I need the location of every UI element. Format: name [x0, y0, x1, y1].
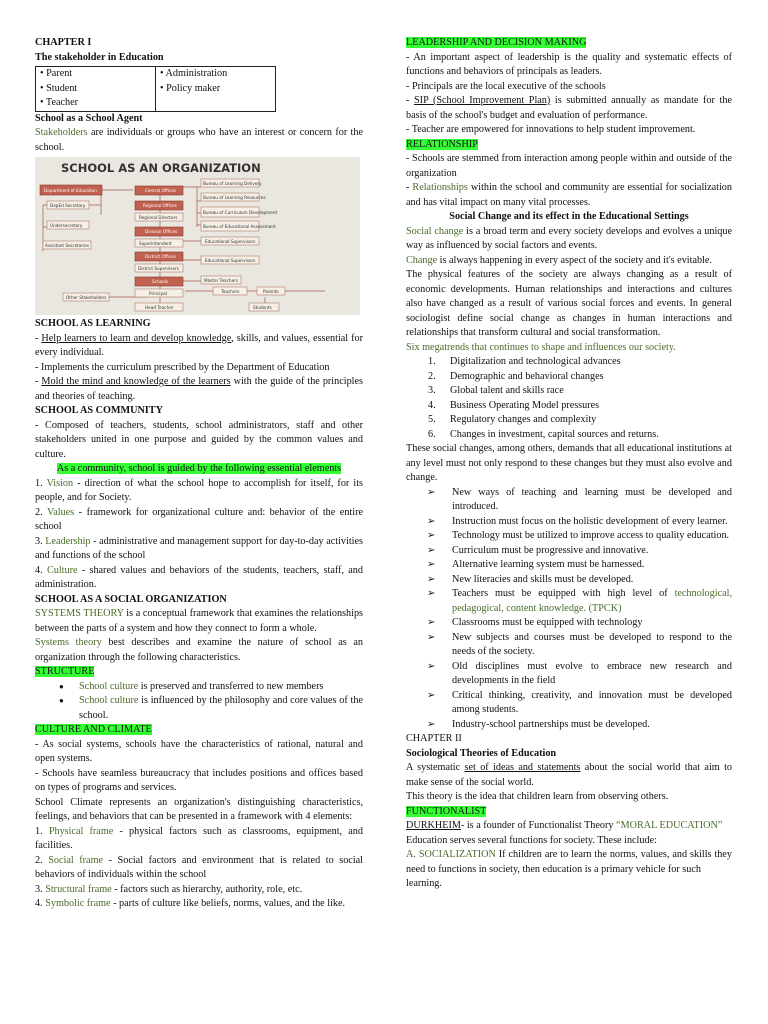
element-term: Leadership: [45, 535, 91, 547]
list-item: [428, 413, 732, 428]
element-num: 1.: [35, 477, 47, 489]
diagram-label: District Supervisors: [138, 266, 179, 271]
theory-text: about the social world that aim to make sense of the social world.: [406, 762, 732, 788]
frame-term: Physical frame: [48, 825, 114, 837]
list-num: 5.: [428, 414, 436, 425]
diagram-label: Parents: [263, 289, 279, 294]
list-item: ➢ Technology must be utilized to improve access to quality education.: [452, 529, 732, 544]
frame-num: 3.: [35, 883, 46, 895]
relationship-text: within the school and community are essential for socialization and has vital impact on many vital processes.: [406, 182, 732, 208]
element-text: - administrative and management support for day-to-day activities and functions of the school: [35, 535, 363, 561]
social-change-text: [406, 225, 732, 254]
structure-term: School culture: [79, 680, 139, 692]
stakeholder-title: The stakeholder in Education: [35, 51, 164, 63]
stakeholders-term: Stakeholders: [35, 127, 88, 138]
diagram-label: Students: [253, 305, 272, 310]
list-item: ➢ Critical thinking, creativity, and innovation must be developed among students.: [452, 689, 732, 718]
frame-num: 4.: [35, 898, 46, 909]
stakeholders-col-1: [36, 67, 156, 112]
frame-item: [35, 883, 363, 898]
stakeholder-item: • Teacher: [40, 97, 79, 108]
frame-item: [35, 825, 363, 854]
change-term: Change: [406, 254, 438, 266]
school-organization-diagram: [35, 157, 360, 315]
list-item: ➢ Alternative learning system must be harnessed.: [452, 558, 732, 573]
frame-text: - factors such as hierarchy, authority, role, etc.: [111, 883, 303, 895]
tpck-term: technological, pedagogical, content knowledge. (TPCK): [452, 588, 732, 614]
theory-underlined: set of ideas and statements: [464, 762, 581, 773]
community-text: - Composed of teachers, students, school administrators, staff and other stakeholders united in one purpose and guided by the common values and culture.: [35, 419, 363, 460]
structure-list: [35, 680, 363, 724]
leadership-item: - Principals are the local executive of the schools: [406, 80, 606, 92]
learning-underlined: Help learners to learn and develop knowledge: [41, 332, 232, 344]
list-num: 6.: [428, 428, 436, 440]
list-item: [428, 428, 732, 443]
theory-text: A systematic: [406, 762, 465, 773]
list-item: ➢ Industry-school partnerships must be developed.: [452, 718, 732, 733]
diagram-label: Master Teachers: [204, 278, 239, 283]
demands-text: These social changes, among others, demands that all educational institutions at any level must not only respond to these changes but they must also evolve and change.: [406, 443, 732, 483]
list-item: [428, 370, 732, 385]
stakeholders-definition: [35, 126, 363, 155]
stakeholder-item: • Parent: [40, 68, 73, 79]
org-chart-svg: [35, 157, 360, 315]
diagram-label: Educational Supervisors: [205, 239, 256, 244]
leadership-text: -: [406, 95, 415, 106]
functions-intro: Education serves several functions for society. These include:: [406, 834, 657, 846]
community-highlight-text: As a community, school is guided by the following essential elements: [56, 463, 342, 474]
element-text: - direction of what the school hope to accomplish for itself, for its people, and for Society.: [35, 477, 363, 503]
moral-education-term: “MORAL EDUCATION”: [616, 820, 723, 831]
stakeholder-item: • Student: [40, 82, 78, 94]
structure-heading: [35, 665, 363, 680]
frame-num: 1.: [35, 825, 49, 837]
chapter-2-title: CHAPTER II: [406, 733, 462, 744]
sociological-theories-text-2: This theory is the idea that children learn from observing others.: [406, 791, 669, 802]
sociological-theories-text: [406, 761, 732, 790]
social-organization-title: SCHOOL AS A SOCIAL ORGANIZATION: [35, 593, 227, 605]
culture-heading: [35, 723, 363, 738]
systems-text: best describes and examine the nature of school as an organization through the following characteristics.: [35, 637, 363, 663]
list-item: [79, 694, 363, 723]
frame-num: 2.: [35, 854, 49, 866]
diagram-label: Central Offices: [145, 188, 176, 193]
social-change-body: is always happening in every aspect of the society and it's evitable.: [437, 254, 712, 266]
structure-text: is influenced by the philosophy and core values of the school.: [79, 695, 363, 721]
element-num: 4.: [35, 564, 47, 576]
systems-term: SYSTEMS THEORY: [35, 608, 124, 619]
relationship-term: Relationships: [412, 182, 468, 193]
diagram-label: Regional Offices: [143, 203, 177, 208]
culture-highlight: CULTURE AND CLIMATE: [35, 724, 152, 735]
sip-underlined: SIP (School Improvement Plan): [414, 95, 551, 106]
megatrend-text: Digitalization and technological advances: [450, 356, 621, 367]
social-change-body: is a broad term and every society develops and evolves a unique way as influenced by social factors and events.: [406, 225, 733, 251]
element-term: Values: [46, 506, 75, 518]
stakeholders-col-2: [156, 67, 276, 112]
durkheim-name: DURKHEIM: [406, 820, 461, 831]
structure-text: is preserved and transferred to new members: [138, 680, 324, 692]
frame-text: - parts of culture like beliefs, norms, values, and the like.: [110, 898, 346, 909]
list-num: 4.: [428, 399, 436, 411]
element-term: Vision: [46, 477, 74, 489]
learning-underlined: Mold the mind and knowledge of the learners: [41, 376, 231, 387]
diagram-label: Schools: [152, 279, 169, 284]
list-item: ➢ Instruction must focus on the holistic development of every learner.: [452, 515, 732, 530]
megatrends-title: Six megatrends that continues to shape and influences our society.: [406, 341, 676, 353]
culture-item: - Schools have seamless bureaucracy that includes positions and offices based on types of programs and services.: [35, 767, 363, 793]
socialization-body: If children are to learn the norms, values, and skills they need to functions in society, then education is a primary vehicle for such: [406, 849, 732, 875]
element-item: [35, 535, 363, 564]
functionalist-highlight: FUNCTIONALIST: [406, 805, 487, 817]
list-item: ➢ Old disciplines must evolve to embrace new research and developments in the field: [452, 660, 732, 689]
diagram-label: District Offices: [145, 254, 176, 259]
list-item: ➢ Curriculum must be progressive and innovative.: [452, 544, 732, 559]
list-item: ➢ New subjects and courses must be developed to respond to the needs of the society.: [452, 631, 732, 660]
socialization-text: [406, 848, 732, 877]
frame-item: [35, 897, 363, 912]
socialization-term: A. SOCIALIZATION: [406, 849, 496, 860]
diagram-label: Superintendent: [139, 241, 172, 246]
diagram-label: Principal: [149, 291, 167, 296]
stakeholders-def-text: are individuals or groups who have an interest or concern for the school.: [35, 127, 363, 153]
stakeholder-item: • Policy maker: [160, 82, 221, 94]
school-agent-title: School as a School Agent: [35, 112, 143, 124]
relationship-text: -: [406, 182, 413, 193]
relationship-item: [406, 181, 732, 210]
diagram-label: Bureau of Educational Assessment: [203, 224, 276, 229]
list-item: [428, 399, 732, 414]
list-item: ➢ New ways of teaching and learning must be developed and introduced.: [452, 486, 732, 515]
element-text: - framework for organizational culture and: behavior of the entire school: [35, 506, 363, 532]
element-term: Culture: [46, 564, 78, 576]
diagram-title: SCHOOL AS AN ORGANIZATION: [61, 161, 261, 175]
element-item: [35, 564, 363, 593]
stakeholders-table: [35, 66, 276, 112]
diagram-label: DepEd Secretary: [50, 203, 86, 208]
list-item: [79, 680, 363, 695]
learning-item-3: [35, 375, 363, 404]
social-change-title: Social Change and its effect in the Educational Settings: [449, 211, 689, 222]
element-item: [35, 506, 363, 535]
diagram-label: Department of Education: [44, 188, 97, 193]
leadership-highlight: LEADERSHIP AND DECISION MAKING: [406, 37, 587, 48]
frame-item: [35, 854, 363, 883]
systems-term: Systems theory: [35, 637, 102, 648]
systems-theory-text: [35, 607, 363, 636]
frame-term: Symbolic frame: [45, 898, 111, 909]
list-item: ➢ Classrooms must be equipped with technology: [452, 616, 732, 631]
social-change-term: Social change: [406, 225, 464, 237]
diagram-label: Teachers: [221, 289, 240, 294]
tpck-text: Teachers must be equipped with high level of: [452, 588, 675, 599]
megatrend-text: Global talent and skills race: [450, 385, 564, 396]
arrow-list: [406, 486, 732, 733]
relationship-highlight: RELATIONSHIP: [406, 138, 478, 150]
frame-term: Social frame: [48, 854, 104, 866]
sociological-theories-title: Sociological Theories of Education: [406, 747, 557, 759]
diagram-label: Bureau of Curriculum Development: [203, 210, 278, 215]
durkheim-body: - is a founder of Functionalist Theory: [460, 820, 617, 831]
megatrend-text: Changes in investment, capital sources and returns.: [450, 428, 659, 440]
systems-theory-text-2: [35, 636, 363, 665]
school-as-community-title: SCHOOL AS COMMUNITY: [35, 405, 163, 416]
diagram-label: Division Offices: [145, 229, 178, 234]
right-column: [406, 36, 732, 892]
list-item: [452, 587, 732, 616]
element-text: - shared values and behaviors of the students, teachers, staff, and administration.: [35, 564, 363, 590]
diagram-label: Other Stakeholders: [66, 295, 107, 300]
learning-item-1: [35, 332, 363, 361]
social-change-text: [406, 254, 732, 269]
stakeholder-item: • Administration: [160, 68, 228, 79]
durkheim-text: [406, 819, 732, 834]
element-item: [35, 477, 363, 506]
social-change-text: The physical features of the society are always changing as a result of economic developments. Human relationships and interactions and cultures also have changed as a result of various social forces and events. In general sociologist define social change as changes in human interactions and relationships that transform cultural and social transformation.: [406, 269, 732, 338]
relationship-item: - Schools are stemmed from interaction among people within and outside of the organization: [406, 153, 732, 179]
diagram-label: Undersecretary: [50, 223, 83, 228]
chapter-title: CHAPTER I: [35, 37, 92, 48]
list-item: [428, 355, 732, 370]
diagram-label: Head Teacher: [145, 305, 174, 310]
learning-item-2: - Implements the curriculum prescribed by the Department of Education: [35, 361, 330, 373]
megatrend-text: Regulatory changes and complexity: [450, 414, 597, 425]
socialization-end: learning.: [406, 878, 442, 889]
list-num: 2.: [428, 370, 436, 382]
list-item: [428, 384, 732, 399]
diagram-label: Assistant Secretaries: [45, 243, 90, 248]
megatrend-text: Business Operating Model pressures: [450, 399, 600, 411]
left-column: [35, 36, 363, 912]
frame-text: - physical factors such as classrooms, equipment, and facilities.: [35, 825, 363, 851]
diagram-label: Regional Directors: [139, 215, 178, 220]
learning-text: , skills, and values, essential for every individual.: [35, 332, 363, 358]
diagram-label: Educational Supervisors: [205, 258, 256, 263]
element-num: 2.: [35, 506, 47, 518]
relationship-heading: [406, 138, 732, 153]
list-num: 3.: [428, 385, 436, 396]
learning-text: -: [35, 332, 42, 344]
leadership-item: - An important aspect of leadership is the quality and systematic effects of functions and behaviors of principals as leaders.: [406, 51, 732, 77]
structure-highlight: STRUCTURE: [35, 666, 95, 677]
diagram-label: Bureau of Learning Delivery: [203, 181, 262, 186]
learning-text: with the guide of the principles and theories of teaching.: [35, 376, 363, 402]
systems-text: is a conceptual framework that examines the relationships between the parts of a system and how they connect to form a whole.: [35, 608, 364, 634]
learning-text: -: [35, 376, 42, 387]
community-highlight: [35, 462, 363, 477]
leadership-heading: [406, 36, 732, 51]
climate-text: School Climate represents an organization's distinguishing characteristics, feelings, and behaviors that can be presented in a framework with 4 elements:: [35, 796, 363, 822]
element-num: 3.: [35, 535, 46, 547]
leadership-item: - Teacher are empowered for innovations to help student improvement.: [406, 124, 696, 135]
list-num: 1.: [428, 356, 436, 367]
functionalist-heading: [406, 805, 732, 820]
megatrends-list: [406, 355, 732, 442]
frame-text: - Social factors and environment that is related to social behaviors of individuals within the school: [35, 854, 364, 880]
culture-item: - As social systems, schools have the characteristics of rational, natural and open systems.: [35, 738, 363, 764]
school-as-learning-title: SCHOOL AS LEARNING: [35, 318, 151, 329]
megatrend-text: Demographic and behavioral changes: [450, 370, 604, 382]
leadership-text: is submitted annually as mandate for the basis of the school's budget and evaluation of performance.: [406, 95, 732, 121]
list-item: ➢ New literacies and skills must be developed.: [452, 573, 732, 588]
frame-term: Structural frame: [45, 883, 112, 895]
diagram-label: Bureau of Learning Resources: [203, 195, 266, 200]
structure-term: School culture: [79, 695, 139, 706]
leadership-item: [406, 94, 732, 123]
